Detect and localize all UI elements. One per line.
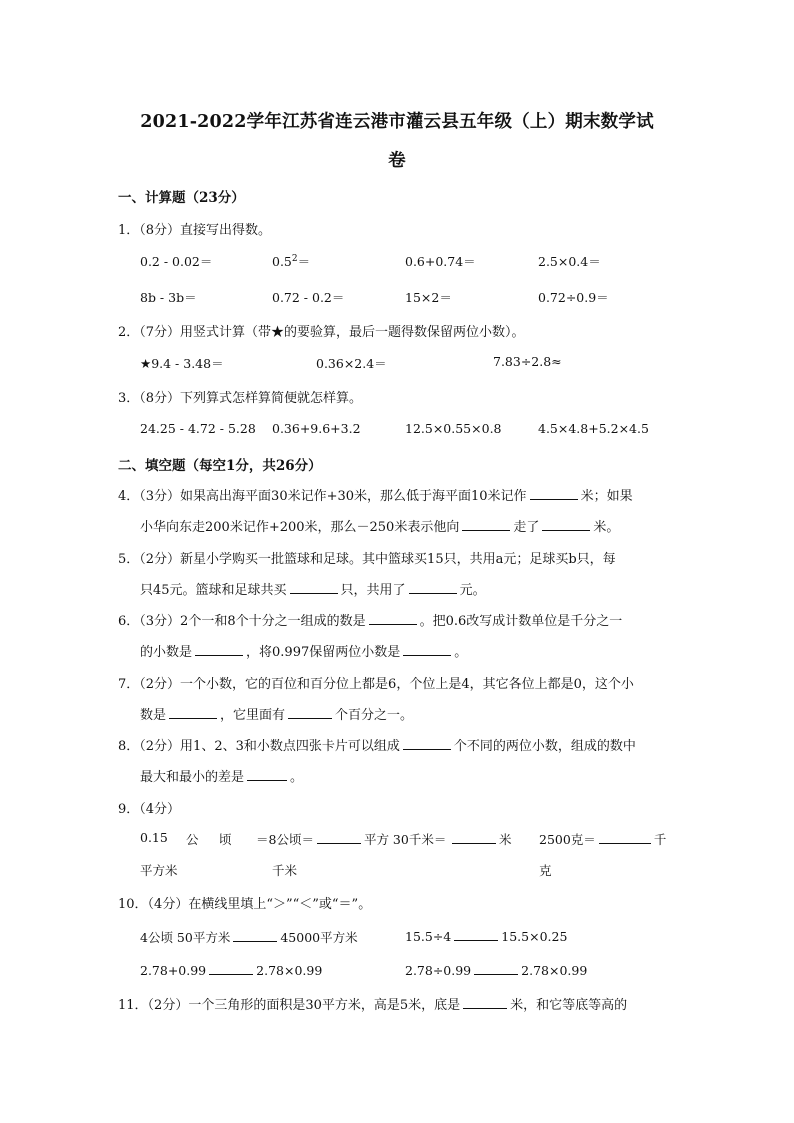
q1-item: 2.5×0.4＝ [538,254,601,269]
document-title-line2: 卷 [388,151,406,171]
answer-blank[interactable] [247,768,287,781]
answer-blank[interactable] [452,831,496,844]
question-5-line1: 5．（2分）新星小学购买一批篮球和足球。其中篮球买15只，共用a元；足球买b只，每 [118,552,616,567]
q9-cell: 米 [452,830,512,848]
question-4-line1: 4．（3分）如果高出海平面30米记作+30米，那么低于海平面10米记作 米；如果 [118,489,633,504]
question-4-line2: 小华向东走200米记作+200米，那么－250米表示他向 走了 米。 [140,520,620,535]
q10-item: 4公顷 50平方米 45000平方米 [140,930,358,945]
q9-cell: 克 [539,863,552,878]
section-heading-calculation: 一、计算题（23分） [118,190,245,206]
q9-cell: 公 [186,832,199,847]
answer-blank[interactable] [233,929,277,942]
answer-blank[interactable] [474,962,518,975]
q9-cell: 平方米 [140,863,178,878]
question-7-line2: 数是 ，它里面有 个百分之一。 [140,708,414,723]
answer-blank[interactable] [599,831,651,844]
q3-item: 0.36+9.6+3.2 [272,421,361,436]
q10-item: 2.78÷0.99 2.78×0.99 [405,963,588,978]
question-6-line1: 6．（3分）2个一和8个十分之一组成的数是 。把0.6改写成计数单位是千分之一 [118,614,623,629]
answer-blank[interactable] [290,581,338,594]
question-5-line2: 只45元。篮球和足球共买 只，共用了 元。 [140,583,486,598]
question-3-heading: 3．（8分）下列算式怎样算简便就怎样算。 [118,391,363,406]
q3-item: 4.5×4.8+5.2×4.5 [538,421,649,436]
answer-blank[interactable] [463,996,507,1009]
q3-item: 24.25 - 4.72 - 5.28 [140,421,256,436]
answer-blank[interactable] [462,518,510,531]
q1-item: $0.5^2=$ [272,253,311,269]
q10-item: 2.78+0.99 2.78×0.99 [140,963,323,978]
q1-item: 0.2 - 0.02＝ [140,254,213,269]
answer-blank[interactable] [403,737,451,750]
question-8-line1: 8．（2分）用1、2、3和小数点四张卡片可以组成 个不同的两位小数，组成的数中 [118,739,636,754]
question-6-line2: 的小数是 ，将0.997保留两位小数是 。 [140,645,468,660]
q2-item: ★9.4 - 3.48＝ [140,356,224,371]
answer-blank[interactable] [454,928,498,941]
q1-item: 0.72÷0.9＝ [538,290,609,305]
question-1-heading: 1．（8分）直接写出得数。 [118,223,272,238]
question-2-heading: 2．（7分）用竖式计算（带★的要验算，最后一题得数保留两位小数）。 [118,325,525,340]
question-9-heading: 9．（4分） [118,802,181,817]
q1-item: 0.6+0.74＝ [405,254,476,269]
section-heading-fill-blank: 二、填空题（每空1分，共26分） [118,458,322,474]
question-8-line2: 最大和最小的差是 。 [140,770,304,785]
document-title-line1: 2021-2022学年江苏省连云港市灌云县五年级（上）期末数学试 [140,112,654,132]
answer-blank[interactable] [409,581,457,594]
q2-item: 7.83÷2.8≈ [493,354,562,369]
question-10-heading: 10．（4分）在横线里填上“＞”“＜”或“＝”。 [118,897,372,912]
answer-blank[interactable] [317,831,361,844]
answer-blank[interactable] [369,612,417,625]
q9-cell: 2500克＝ 千 [539,832,667,847]
q9-cell: 0.15 [140,830,168,845]
q1-item: 8b - 3b＝ [140,290,197,305]
question-7-line1: 7．（2分）一个小数，它的百位和百分位上都是6，个位上是4，其它各位上都是0，这个小 [118,677,634,692]
q10-item: 15.5÷4 15.5×0.25 [405,929,568,944]
q3-item: 12.5×0.55×0.8 [405,421,502,436]
answer-blank[interactable] [542,518,590,531]
q9-cell: 顷 [219,832,232,847]
q1-item: 15×2＝ [405,290,452,305]
answer-blank[interactable] [403,643,451,656]
answer-blank[interactable] [195,643,243,656]
q1-item: 0.72 - 0.2＝ [272,290,345,305]
answer-blank[interactable] [169,706,217,719]
answer-blank[interactable] [530,487,578,500]
q2-item: 0.36×2.4＝ [316,356,387,371]
q9-cell: 千米 [272,863,298,878]
answer-blank[interactable] [209,962,253,975]
q9-cell: ＝8公顷＝ 平方 30千米＝ [256,832,447,847]
question-11-line1: 11．（2分）一个三角形的面积是30平方米，高是5米，底是 米，和它等底等高的 [118,998,628,1013]
answer-blank[interactable] [288,706,332,719]
